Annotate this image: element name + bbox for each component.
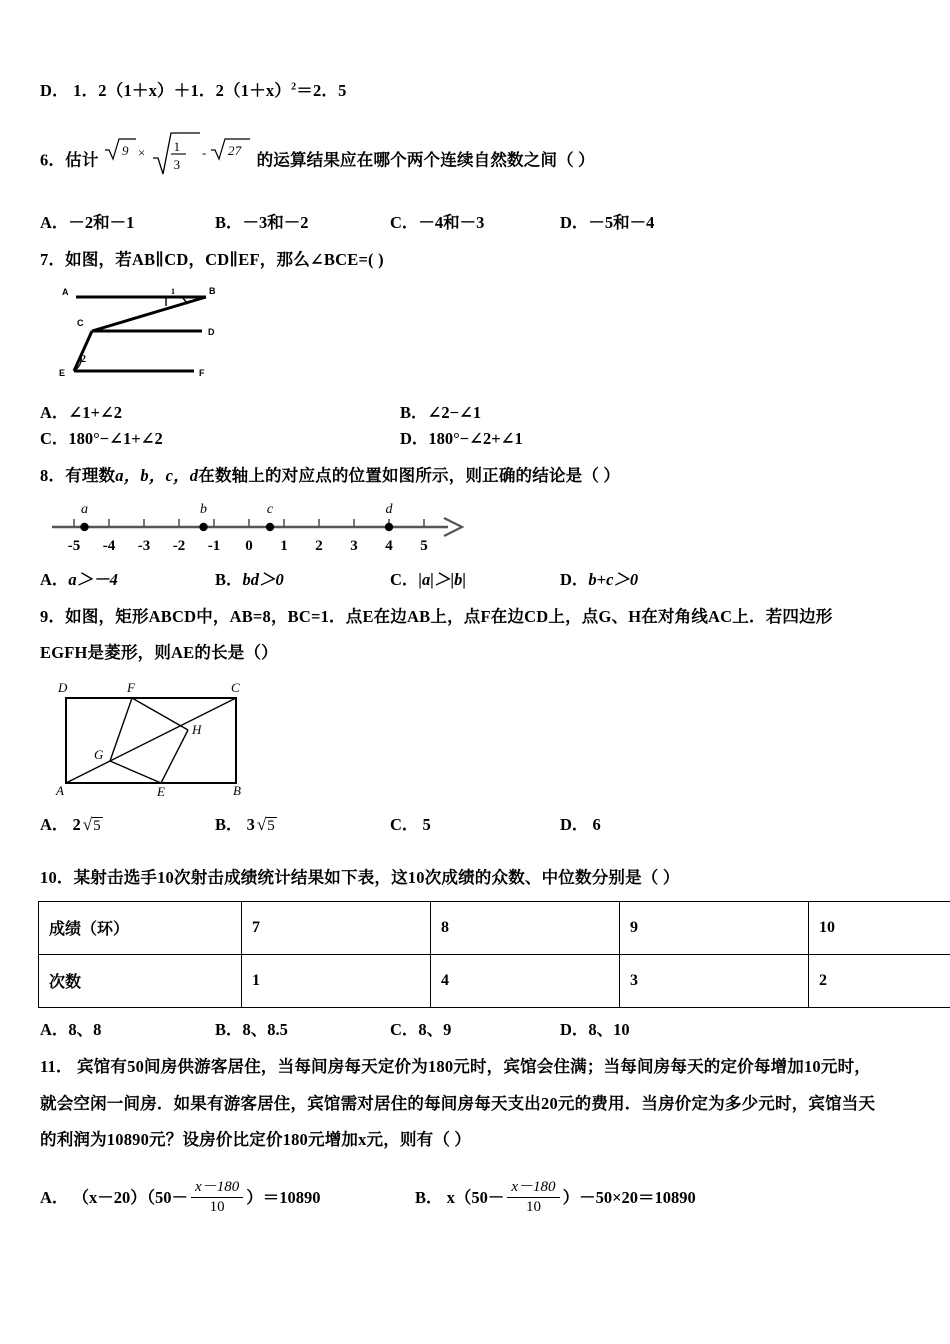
svg-text:2: 2 (315, 538, 323, 555)
q5-option-d-label: D． (40, 81, 69, 100)
table-row (39, 954, 950, 1007)
q6-stem (40, 130, 910, 194)
q6-option-a[interactable] (40, 209, 134, 233)
counts-cell: 4 (431, 954, 620, 1007)
q11-option-a[interactable] (40, 1179, 320, 1217)
q6-option-b-label: B． (215, 213, 243, 233)
q6-option-a-label: A． (40, 213, 69, 233)
q11-option-b-label: B． (415, 1187, 443, 1207)
q5-option-d (40, 78, 910, 104)
q6-number: 6． (40, 150, 66, 170)
q11-stem-line3 (40, 1127, 910, 1153)
q8-option-b-label: B． (215, 570, 243, 590)
q11-option-b-fraction (507, 1179, 559, 1217)
q6-option-c-label: C． (390, 213, 419, 233)
svg-text:B: B (233, 783, 241, 799)
svg-text:2: 2 (81, 353, 86, 365)
q10-option-d-text: 8、10 (588, 1019, 630, 1039)
svg-text:b: b (200, 502, 207, 518)
q9-stem-line2 (40, 640, 910, 666)
svg-text:A: A (56, 783, 64, 799)
q9-options (40, 811, 910, 845)
svg-text:A: A (62, 286, 69, 297)
q7-option-a[interactable] (40, 399, 122, 423)
q11-options (40, 1169, 910, 1217)
svg-text:1: 1 (280, 538, 288, 555)
q11-option-a-denominator: 10 (209, 1198, 225, 1215)
q11-option-a-suffix: ）＝10890 (246, 1187, 321, 1207)
svg-text:-1: -1 (207, 538, 221, 555)
q9-option-b-radical: √5 (256, 815, 275, 835)
q7-option-c-label: C． (40, 428, 69, 448)
q9-number: 9． (40, 607, 66, 627)
q6-option-b-text: －3和－2 (242, 213, 309, 233)
svg-text:D: D (208, 326, 215, 337)
svg-text:4: 4 (385, 538, 393, 555)
q7-option-a-label: A． (40, 402, 69, 422)
q11-option-b-denominator: 10 (525, 1198, 541, 1215)
q9-option-b-coefficient: 3 (246, 815, 255, 835)
q8-option-b[interactable] (215, 566, 284, 590)
counts-row-header: 次数 (39, 954, 242, 1007)
svg-text:5: 5 (420, 538, 428, 555)
q10-option-a-label: A． (40, 1019, 69, 1039)
q7-option-d-label: D． (400, 428, 429, 448)
q6-option-b[interactable] (215, 209, 309, 233)
q10-option-d[interactable] (560, 1016, 630, 1040)
svg-text:c: c (266, 502, 274, 518)
q8-option-d-label: D． (560, 570, 589, 590)
q11-stem-text1: 宾馆有50间房供游客居住，当每间房每天定价为180元时，宾馆会住满；当每间房每天的定价每增加10元时， (77, 1056, 871, 1076)
q9-stem-line1 (40, 604, 910, 630)
q8-number-line (48, 496, 910, 558)
q10-option-b-text: 8、8.5 (242, 1019, 288, 1039)
q7-option-a-text: ∠1+∠2 (68, 402, 122, 422)
q6-option-d-text: －5和－4 (588, 213, 655, 233)
q8-number: 8． (40, 465, 66, 485)
svg-text:C: C (231, 680, 240, 696)
svg-text:3: 3 (173, 156, 180, 172)
svg-text:C: C (77, 317, 84, 328)
q11-option-b-suffix: ）－50×20＝10890 (562, 1187, 696, 1207)
scores-cell: 10 (809, 901, 950, 954)
svg-text:-4: -4 (102, 538, 116, 555)
q5-option-d-tail: ＝2．5 (296, 81, 347, 100)
svg-text:-5: -5 (67, 538, 81, 555)
q7-stem-text: 如图，若AB∥CD，CD∥EF，那么∠BCE=( ) (65, 250, 384, 270)
q6-option-a-text: －2和－1 (68, 213, 135, 233)
svg-text:1: 1 (171, 286, 175, 296)
counts-cell: 3 (620, 954, 809, 1007)
q10-option-d-label: D． (560, 1019, 589, 1039)
q6-option-d[interactable] (560, 209, 654, 233)
q9-option-a-coefficient: 2 (72, 815, 81, 835)
q9-option-b[interactable] (215, 811, 277, 835)
table-row (39, 901, 950, 954)
svg-text:-3: -3 (137, 538, 151, 555)
svg-text:E: E (59, 367, 66, 378)
svg-text:1: 1 (173, 138, 180, 154)
svg-text:B: B (209, 285, 216, 296)
q8-option-a-text: a＞－4 (68, 570, 118, 590)
q11-stem-text3: 的利润为10890元？设房价比定价180元增加x元，则有（ ） (40, 1130, 472, 1150)
svg-text:×: × (137, 144, 146, 160)
q8-stem-a: 有理数 (65, 465, 116, 485)
q11-option-b[interactable] (415, 1179, 696, 1217)
q10-option-b-label: B． (215, 1019, 243, 1039)
q10-option-c-text: 8、9 (418, 1019, 452, 1039)
q8-option-c-label: C． (390, 570, 419, 590)
q9-option-d[interactable] (560, 811, 601, 835)
q7-option-d[interactable] (400, 425, 523, 449)
q9-option-a-radical: √5 (82, 815, 101, 835)
q11-option-b-prefix: x（50－ (446, 1187, 505, 1207)
q9-figure (48, 673, 910, 803)
q7-options-row1 (40, 399, 910, 425)
svg-text:E: E (157, 784, 165, 800)
q5-option-d-exponent: 2 (291, 81, 297, 93)
q10-option-c-label: C． (390, 1019, 419, 1039)
q10-option-c[interactable] (390, 1016, 451, 1040)
q7-option-b-label: B． (400, 402, 428, 422)
q7-option-b-text: ∠2−∠1 (427, 402, 482, 422)
q11-number: 11． (40, 1056, 73, 1076)
q6-option-c[interactable] (390, 209, 484, 233)
q10-option-a-text: 8、8 (68, 1019, 102, 1039)
q6-radical-expression-svg (103, 130, 253, 186)
q6-stem-before: 估计 (65, 150, 99, 170)
q9-stem-text1: 如图，矩形ABCD中，AB=8，BC=1．点E在边AB上，点F在边CD上，点G、H在对角线AC上．若四边形 (65, 607, 833, 627)
svg-text:F: F (199, 367, 205, 378)
shooting-scores-table (38, 901, 950, 1008)
q11-option-a-fraction (191, 1179, 243, 1217)
q8-stem (40, 463, 910, 489)
q9-option-c-label: C． (390, 815, 419, 835)
svg-text:3: 3 (350, 538, 358, 555)
q10-number: 10． (40, 868, 74, 888)
q8-options (40, 566, 910, 592)
svg-text:0: 0 (245, 538, 253, 555)
q11-stem-line1 (40, 1054, 910, 1080)
q11-option-a-label: A． (40, 1187, 69, 1207)
svg-text:F: F (127, 680, 135, 696)
q9-option-a-radicand: 5 (93, 818, 101, 835)
q10-stem (40, 865, 910, 891)
q6-option-c-text: －4和－3 (418, 213, 485, 233)
parallel-lines-zigzag-svg (54, 279, 274, 391)
q9-option-b-label: B． (215, 815, 243, 835)
q10-option-a[interactable] (40, 1016, 101, 1040)
q8-stem-b: 在数轴上的对应点的位置如图所示，则正确的结论是（ ） (198, 465, 621, 485)
q8-option-c[interactable] (390, 566, 466, 590)
svg-text:a: a (81, 502, 88, 518)
svg-text:G: G (94, 747, 104, 763)
q6-option-d-label: D． (560, 213, 589, 233)
q7-stem (40, 247, 910, 273)
q11-stem-line2 (40, 1091, 910, 1117)
q7-figure (54, 279, 910, 391)
counts-cell: 2 (809, 954, 950, 1007)
q8-stem-vars: a，b，c，d (115, 465, 199, 485)
svg-text:-2: -2 (172, 538, 186, 555)
scores-cell: 8 (431, 901, 620, 954)
q7-option-c[interactable] (40, 425, 163, 449)
scores-row-header: 成绩（环） (39, 901, 242, 954)
q8-option-b-text: bd＞0 (242, 570, 284, 590)
q9-option-b-radicand: 5 (267, 818, 275, 835)
q7-options-row2 (40, 425, 910, 451)
svg-text:d: d (385, 502, 393, 518)
svg-text:27: 27 (227, 142, 241, 158)
q9-option-d-label: D． (560, 815, 589, 835)
svg-text:-: - (201, 144, 207, 160)
q9-option-a[interactable] (40, 811, 103, 835)
q10-options (40, 1016, 910, 1042)
q6-expression (103, 130, 253, 194)
svg-text:H: H (192, 722, 202, 738)
q7-option-b[interactable] (400, 399, 481, 423)
q10-stem-text: 某射击选手10次射击成绩统计结果如下表，这10次成绩的众数、中位数分别是（ ） (73, 868, 680, 888)
q8-option-d-text: b+c＞0 (588, 570, 639, 590)
q8-option-a-label: A． (40, 570, 69, 590)
q8-option-c-text: |a|＞|b| (418, 570, 466, 590)
q9-option-c[interactable] (390, 811, 431, 835)
rectangle-rhombus-svg (48, 673, 288, 803)
scores-cell: 7 (242, 901, 431, 954)
svg-text:9: 9 (121, 142, 129, 158)
scores-cell: 9 (620, 901, 809, 954)
q9-option-a-label: A． (40, 815, 69, 835)
q7-option-c-text: 180°−∠1+∠2 (68, 428, 163, 448)
number-line-svg (48, 496, 468, 558)
q7-option-d-text: 180°−∠2+∠1 (428, 428, 523, 448)
q9-stem-text2: EGFH是菱形，则AE的长是（） (40, 642, 278, 662)
q5-option-d-text: 1．2（1＋x）＋1．2（1＋x） (73, 81, 292, 100)
q10-option-b[interactable] (215, 1016, 288, 1040)
q11-stem-text2: 就会空闲一间房．如果有游客居住，宾馆需对居住的每间房每天支出20元的费用．当房价定为多少元时，宾馆当天 (40, 1093, 876, 1113)
q7-number: 7． (40, 250, 66, 270)
page-content (40, 78, 910, 1217)
q11-option-a-numerator: x－180 (191, 1179, 243, 1198)
q11-option-a-prefix: （x－20）（50－ (72, 1187, 189, 1207)
q6-options (40, 209, 910, 235)
q9-option-d-text: 6 (592, 815, 601, 835)
q6-stem-after: 的运算结果应在哪个两个连续自然数之间（ ） (256, 150, 595, 170)
q9-option-c-text: 5 (422, 815, 431, 835)
q8-option-a[interactable] (40, 566, 118, 590)
q10-table-wrap (40, 901, 910, 1008)
counts-cell: 1 (242, 954, 431, 1007)
q11-option-b-numerator: x－180 (507, 1179, 559, 1198)
svg-text:D: D (58, 680, 68, 696)
q8-option-d[interactable] (560, 566, 638, 590)
